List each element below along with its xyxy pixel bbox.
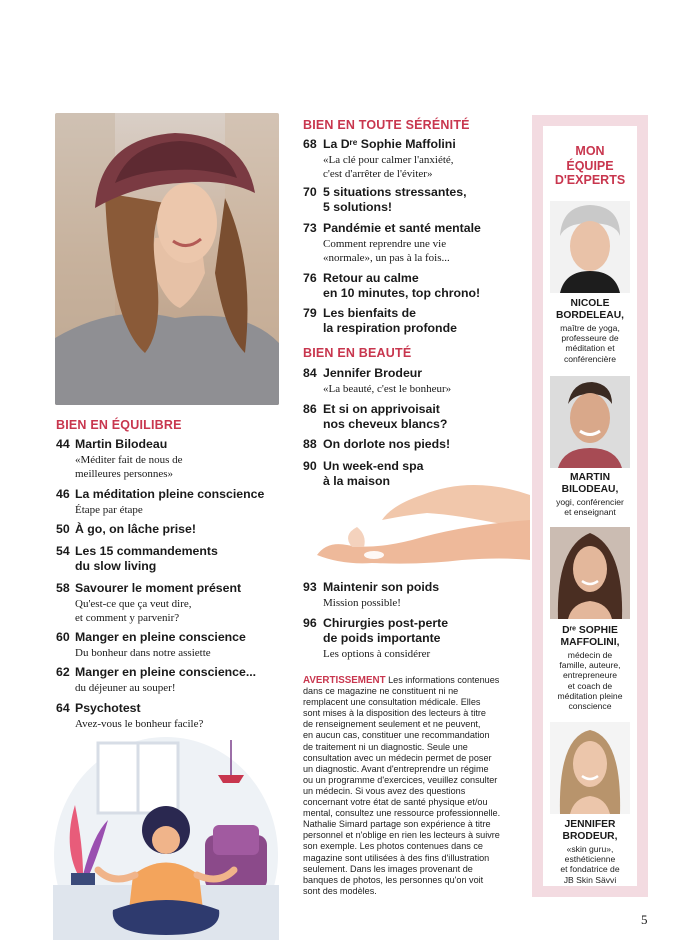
page-ref: 70 <box>303 185 317 199</box>
page-ref: 58 <box>56 581 70 595</box>
article-subtitle: du déjeuner au souper! <box>75 682 176 694</box>
experts-panel <box>532 115 648 897</box>
expert-name: NICOLE BORDELEAU, <box>555 298 625 321</box>
article-subtitle: Qu'est-ce que ça veut dire, et comment y parvenir? <box>75 598 192 624</box>
toc-item[interactable] <box>303 580 528 610</box>
article-subtitle: Mission possible! <box>323 597 401 609</box>
toc-item[interactable] <box>303 137 528 181</box>
meditation-illustration <box>53 735 279 940</box>
disclaimer-label: AVERTISSEMENT <box>303 675 386 686</box>
article-subtitle: «La clé pour calmer l'anxiété, c'est d'arrêter de l'éviter» <box>323 154 454 180</box>
expert-role: yogi, conférencier et enseignant <box>556 497 624 518</box>
article-title: On dorlote nos pieds! <box>323 437 451 451</box>
article-subtitle: Étape par étape <box>75 504 143 516</box>
article-title: Maintenir son poids <box>323 580 440 594</box>
toc-item[interactable] <box>303 402 528 432</box>
article-title: Jennifer Brodeur <box>323 366 423 380</box>
expert-name: MARTIN BILODEAU, <box>561 472 619 495</box>
toc-item[interactable] <box>303 306 528 336</box>
page-ref: 62 <box>56 665 70 679</box>
toc-item[interactable] <box>56 437 286 481</box>
article-title: Chirurgies post-perte de poids importante <box>323 616 449 645</box>
toc-item[interactable] <box>303 366 528 396</box>
page-ref: 90 <box>303 459 317 473</box>
article-title: Retour au calme en 10 minutes, top chrono! <box>323 271 481 300</box>
article-subtitle: Du bonheur dans notre assiette <box>75 647 211 659</box>
toc-item[interactable] <box>56 701 286 731</box>
article-title: Savourer le moment présent <box>75 581 242 595</box>
experts-panel-inner <box>543 126 637 886</box>
page-ref: 54 <box>56 544 70 558</box>
page-ref: 86 <box>303 402 317 416</box>
hands-lotion-photo <box>312 465 530 585</box>
page-ref: 93 <box>303 580 317 594</box>
article-title: Un week-end spa à la maison <box>323 459 424 488</box>
article-title: Les bienfaits de la respiration profonde <box>323 306 457 335</box>
toc-item[interactable] <box>56 522 286 537</box>
article-title: Pandémie et santé mentale <box>323 221 481 235</box>
section-title-beaute: BIEN EN BEAUTÉ <box>303 346 412 360</box>
article-title: La Dʳᵉ Sophie Maffolini <box>323 137 456 151</box>
article-subtitle: Comment reprendre une vie «normale», un pas à la fois... <box>323 238 450 264</box>
toc-item[interactable] <box>303 616 528 661</box>
woman-hat-photo <box>55 113 279 405</box>
article-title: Manger en pleine conscience... <box>75 665 257 679</box>
article-title: La méditation pleine conscience <box>75 487 265 501</box>
expert-photo-sophie <box>550 527 630 619</box>
toc-item[interactable] <box>56 487 286 517</box>
toc-item[interactable] <box>56 544 286 574</box>
article-title: Les 15 commandements du slow living <box>75 544 218 573</box>
toc-item[interactable] <box>303 271 528 301</box>
article-title: À go, on lâche prise! <box>75 522 196 536</box>
page-number: 5 <box>641 912 648 927</box>
section-title-equilibre: BIEN EN ÉQUILIBRE <box>56 418 182 432</box>
expert-role: maître de yoga, professeure de méditation et conférencière <box>560 323 620 364</box>
expert-photo-martin <box>550 376 630 468</box>
page-ref: 79 <box>303 306 317 320</box>
page-ref: 73 <box>303 221 317 235</box>
toc-item[interactable] <box>56 630 286 660</box>
page-ref: 46 <box>56 487 70 501</box>
toc-item[interactable] <box>303 437 528 452</box>
article-title: Et si on apprivoisait nos cheveux blancs? <box>323 402 448 431</box>
article-title: Psychotest <box>75 701 141 715</box>
section-title-serenite: BIEN EN TOUTE SÉRÉNITÉ <box>303 118 470 132</box>
article-subtitle: «La beauté, c'est le bonheur» <box>323 383 452 395</box>
toc-item[interactable] <box>303 185 528 215</box>
expert-role: médecin de famille, auteure, entrepreneure et coach de méditation pleine conscience <box>557 650 623 712</box>
expert-photo-jennifer <box>550 722 630 814</box>
expert-name: JENNIFER BRODEUR, <box>562 819 618 842</box>
page-ref: 44 <box>56 437 70 451</box>
page-ref: 96 <box>303 616 317 630</box>
article-subtitle: Avez-vous le bonheur facile? <box>75 718 204 730</box>
toc-item[interactable] <box>56 665 286 695</box>
toc-item[interactable] <box>56 581 286 625</box>
page-ref: 84 <box>303 366 317 380</box>
page-ref: 76 <box>303 271 317 285</box>
experts-title: MON ÉQUIPE D'EXPERTS <box>554 144 626 187</box>
page-ref: 50 <box>56 522 70 536</box>
page-ref: 64 <box>56 701 70 715</box>
page-ref: 88 <box>303 437 317 451</box>
article-title: Manger en pleine conscience <box>75 630 246 644</box>
article-subtitle: Les options à considérer <box>323 648 431 660</box>
article-title: Martin Bilodeau <box>75 437 168 451</box>
disclaimer-text: AVERTISSEMENT Les informations contenues dans ce magazine ne constituent ni ne remplacent une consultation médicale. Elles sont mises à la disposition des lecteurs à titre de renseignement seulement et ne peuvent, en aucun cas, constituer une recommandation de traitement ni un diagnostic. Seule une consultation avec un médecin permet de poser un diagnostic. Avant d'entreprendre un régime ou un programme d'exercices, veuillez consulter un médecin. Si vous avez des questions concernant votre état de santé physique et/ou mental, consultez une ressource professionnelle. Nathalie Simard partage son expérience à titre personnel et n'oblige en rien les lecteurs à suivre son exemple. Les photos contenues dans ce magazine sont utilisées à des fins d'illustration seulement. Dans les images provenant de banques de photos, les personnes qu'on voit sont des modèles. <box>303 675 501 896</box>
expert-name: Dʳᵉ SOPHIE MAFFOLINI, <box>560 625 620 648</box>
page-ref: 60 <box>56 630 70 644</box>
article-title: 5 situations stressantes, 5 solutions! <box>323 185 467 214</box>
expert-photo-nicole <box>550 201 630 293</box>
toc-item[interactable] <box>303 221 528 265</box>
expert-role: «skin guru», esthéticienne et fondatrice de JB Skin Sävvi <box>560 844 620 885</box>
page-ref: 68 <box>303 137 317 151</box>
article-subtitle: «Méditer fait de nous de meilleures personnes» <box>75 454 183 480</box>
